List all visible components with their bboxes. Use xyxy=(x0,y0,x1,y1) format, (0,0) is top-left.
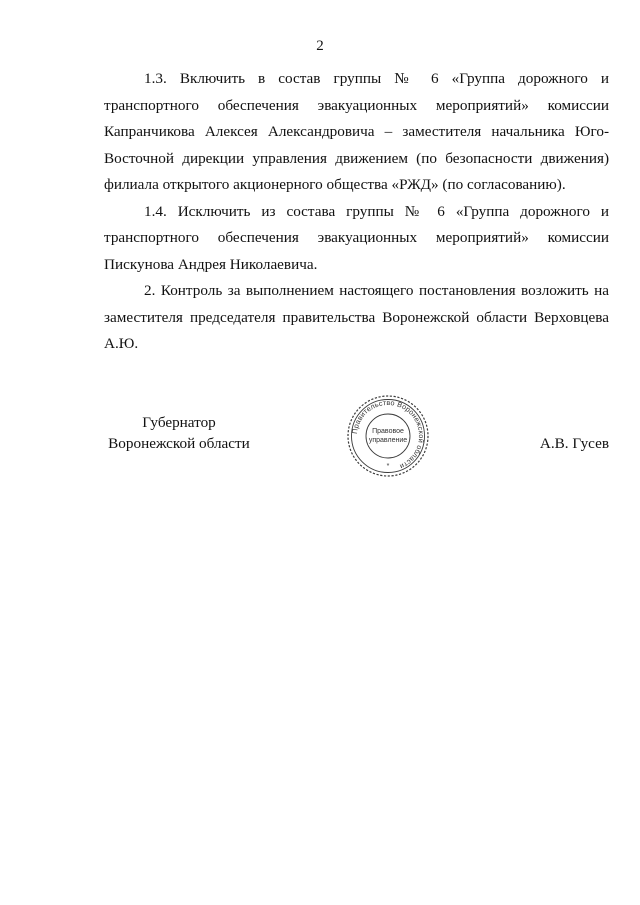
paragraph-1-4: 1.4. Исключить из состава группы № 6 «Группа дорожного и транспортного обеспечения эвакуационных мероприятий» комиссии Пискунова Андрея Николаевича. xyxy=(104,202,609,273)
official-stamp-icon xyxy=(346,394,430,478)
signatory-name: А.В. Гусев xyxy=(539,435,609,452)
stamp-center-line-2: управление xyxy=(368,437,408,444)
paragraph-2: 2. Контроль за выполнением настоящего постановления возложить на заместителя председателя правительства Воронежской области Верховцева А.Ю. xyxy=(104,282,609,352)
stamp-ring-text: Правительство Воронежской области xyxy=(350,397,427,472)
signatory-title xyxy=(104,412,254,454)
document-body xyxy=(104,66,609,358)
stamp-star: * xyxy=(386,463,390,470)
signatory-title-line-1: Губернатор xyxy=(142,414,216,431)
stamp-center-line-1: Правовое xyxy=(372,428,404,435)
signature-block xyxy=(104,397,609,490)
page-number: 2 xyxy=(316,38,324,54)
signatory-title-line-2: Воронежской области xyxy=(108,435,250,452)
paragraph-1-3: 1.3. Включить в состав группы № 6 «Группа дорожного и транспортного обеспечения эвакуационных мероприятий» комиссии Капранчикова Алексея Александровича – заместителя начальника Юго-Восточной дирекции управления движением (по безопасности движения) филиала открытого акционерного общества «РЖД» (по согласованию). xyxy=(104,70,609,193)
